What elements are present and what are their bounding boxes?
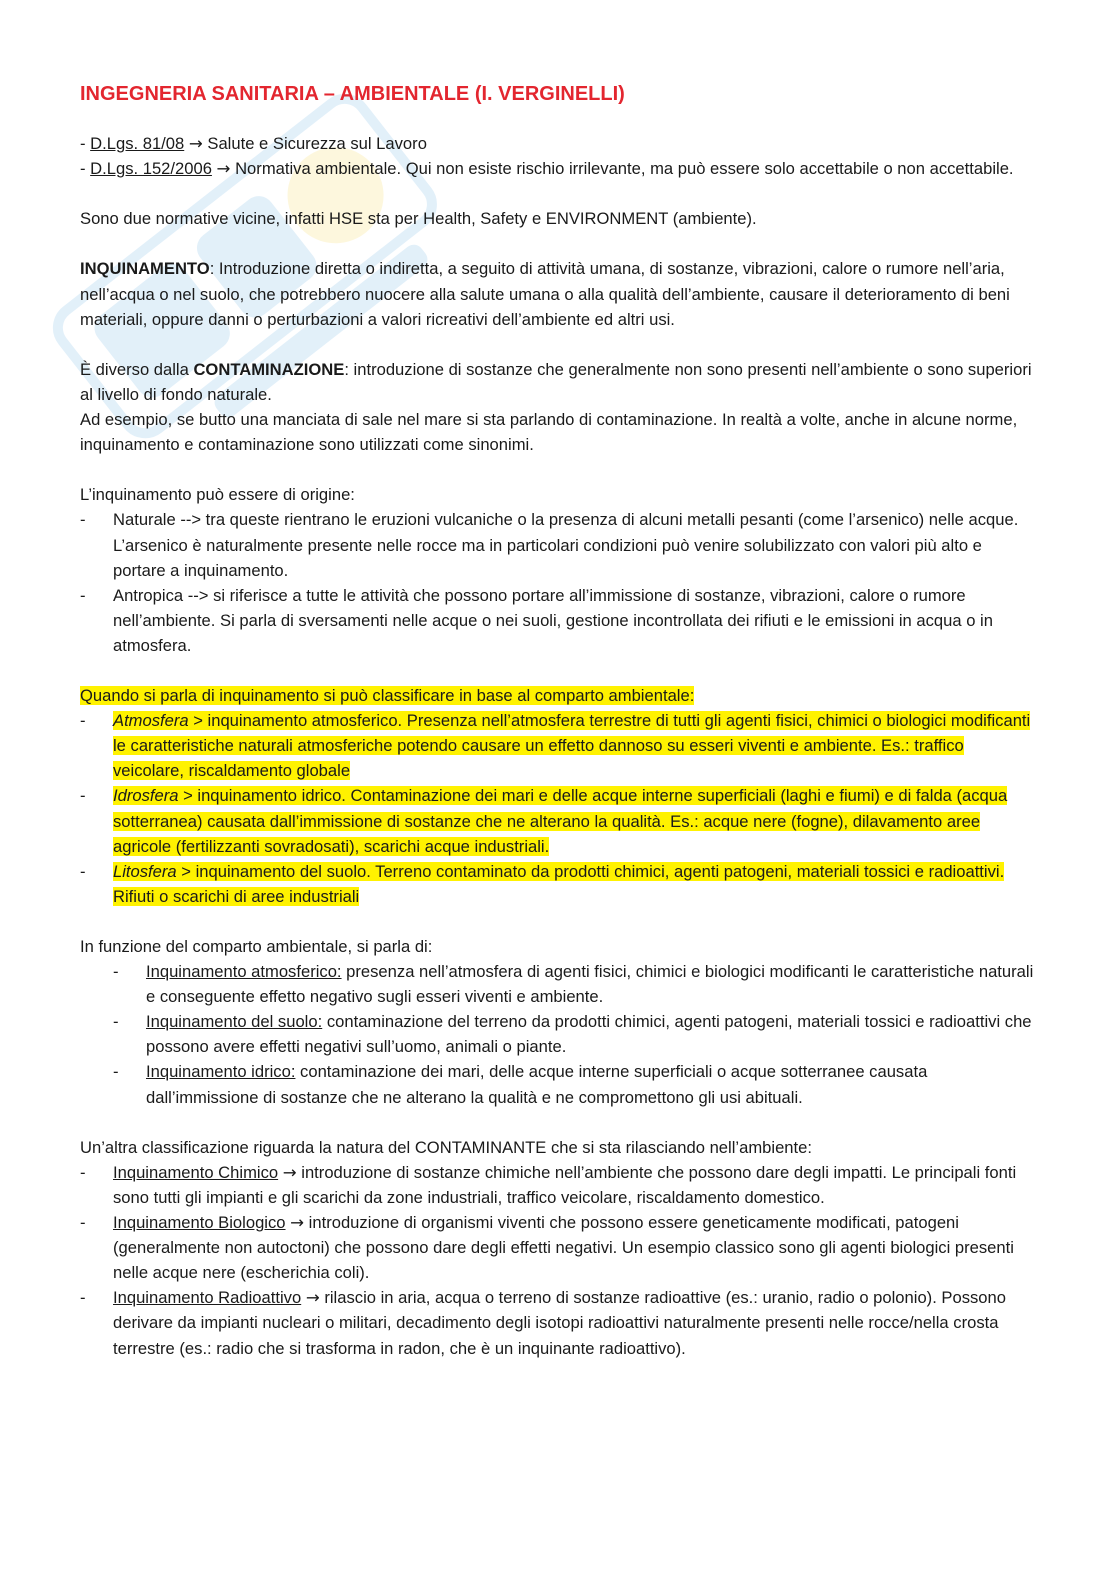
funzione-list	[80, 959, 1035, 1110]
comparto-intro: Quando si parla di inquinamento si può classificare in base al comparto ambientale:	[80, 686, 695, 706]
contaminazione-example: Ad esempio, se butto una manciata di sale nel mare si sta parlando di contaminazione. In realtà a volte, anche in alcune norme, inquinamento e contaminazione sono utilizzati come sinonimi.	[80, 410, 1018, 455]
list-item: - Antropica --> si riferisce a tutte le attività che possono portare all’immissione di sostanze, vibrazioni, calore o rumore nell’ambiente. Si parla di sversamenti nelle acque o nei suoli, gestione incontrollata dei rifiuti e le emissioni in acqua o in atmosfera.	[80, 583, 1035, 658]
natura-intro: Un’altra classificazione riguarda la natura del CONTAMINANTE che si sta rilasciando nell’ambiente:	[80, 1137, 812, 1157]
contaminazione-definition: È diverso dalla CONTAMINAZIONE: introduzione di sostanze che generalmente non sono presenti nell’ambiente o sono superiori al livello di fondo naturale.	[80, 359, 1032, 404]
law-line: - D.Lgs. 81/08 → Salute e Sicurezza sul Lavoro	[80, 134, 427, 153]
document-title: INGEGNERIA SANITARIA – AMBIENTALE (I. VERGINELLI)	[80, 83, 625, 105]
origine-intro: L’inquinamento può essere di origine:	[80, 485, 355, 505]
arrow-right-icon: →	[282, 1162, 297, 1182]
arrow-right-icon: →	[216, 159, 231, 179]
natura-list	[80, 1160, 1035, 1361]
list-item: - Inquinamento atmosferico: presenza nell’atmosfera di agenti fisici, chimici e biologici modificanti le caratteristiche naturali e conseguente effetto negativo sugli esseri viventi e ambiente.	[80, 959, 1035, 1009]
list-item: - Inquinamento idrico: contaminazione dei mari, delle acque interne superficiali o acque sotterranee causata dall’immissione di sostanze che ne alterano la qualità e ne compromettono gli usi abituali.	[80, 1059, 1035, 1109]
document-page	[80, 80, 1035, 1361]
arrow-right-icon: →	[290, 1213, 305, 1233]
list-item: - Litosfera > inquinamento del suolo. Terreno contaminato da prodotti chimici, agenti patogeni, materiali tossici e radioattivi. Rifiuti o scarichi di aree industriali	[80, 859, 1035, 909]
list-item: - Inquinamento Biologico → introduzione di organismi viventi che possono essere geneticamente modificati, patogeni (generalmente non autoctoni) che possono dare degli effetti negativi. Un esempio classico sono gli agenti biologici presenti nelle acque nere (escherichia coli).	[80, 1210, 1035, 1285]
law-ref: D.Lgs. 81/08	[90, 134, 185, 153]
inquinamento-definition: INQUINAMENTO: Introduzione diretta o indiretta, a seguito di attività umana, di sostanze, vibrazioni, calore o rumore nell’aria, nell’acqua o nel suolo, che potrebbero nuocere alla salute umana o alla qualità dell’ambiente, causare il deterioramento di beni materiali, oppure danni o perturbazioni a valori ricreativi dell’ambiente ed altri usi.	[80, 259, 1010, 329]
list-item: - Naturale --> tra queste rientrano le eruzioni vulcaniche o la presenza di alcuni metalli pesanti (come l’arsenico) nelle acque. L’arsenico è naturalmente presente nelle rocce ma in particolari condizioni può venire solubilizzato con valori più alto e portare a inquinamento.	[80, 507, 1035, 582]
arrow-right-icon: →	[305, 1288, 320, 1308]
list-item: - Inquinamento del suolo: contaminazione del terreno da prodotti chimici, agenti patogeni, materiali tossici e radioattivi che possono avere effetti negativi sull’uomo, animali o piante.	[80, 1009, 1035, 1059]
list-item: - Atmosfera > inquinamento atmosferico. Presenza nell’atmosfera terrestre di tutti gli agenti fisici, chimici o biologici modificanti le caratteristiche naturali atmosferiche potendo causare un effetto dannoso su esseri viventi e ambiente. Es.: traffico veicolare, riscaldamento globale	[80, 708, 1035, 783]
law-line: - D.Lgs. 152/2006 → Normativa ambientale. Qui non esiste rischio irrilevante, ma può essere solo accettabile o non accettabile.	[80, 159, 1014, 179]
funzione-intro: In funzione del comparto ambientale, si parla di:	[80, 937, 433, 956]
list-item: - Inquinamento Radioattivo → rilascio in aria, acqua o terreno di sostanze radioattive (es.: uranio, radio o polonio). Possono derivare da impianti nucleari o militari, decadimento degli isotopi radioattivi naturalmente presenti nelle rocce/nella crosta terrestre (es.: radio che si trasforma in radon, che è un inquinante radioattivo).	[80, 1285, 1035, 1360]
arrow-right-icon: →	[188, 134, 203, 153]
list-item: - Inquinamento Chimico → introduzione di sostanze chimiche nell’ambiente che possono dare degli impatti. Le principali fonti sono tutti gli impianti e gli scarichi da zone industriali, traffico veicolare, riscaldamento domestico.	[80, 1160, 1035, 1210]
hse-note: Sono due normative vicine, infatti HSE sta per Health, Safety e ENVIRONMENT (ambiente).	[80, 209, 757, 229]
comparto-list	[80, 708, 1035, 909]
law-ref: D.Lgs. 152/2006	[90, 159, 212, 179]
list-item: - Idrosfera > inquinamento idrico. Contaminazione dei mari e delle acque interne superficiali (laghi e fiumi) e di falda (acqua sotterranea) causata dall’immissione di sostanze che ne alterano la qualità. Es.: acque nere (fogne), dilavamento aree agricole (fertilizzanti sovradosati), scarichi acque industriali.	[80, 783, 1035, 858]
origine-list	[80, 507, 1035, 658]
